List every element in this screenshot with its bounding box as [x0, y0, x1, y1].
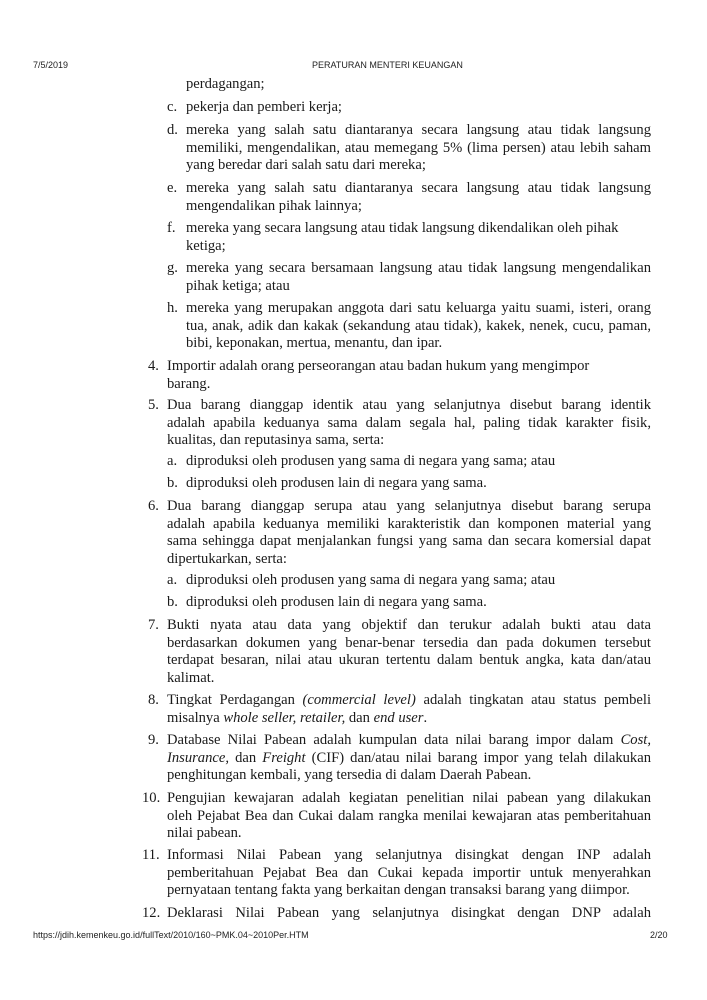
text-segment: adalah tingkatan atau status pembeli: [415, 692, 651, 708]
text-line: [167, 732, 651, 750]
text-line: perdagangan;: [186, 76, 265, 92]
text-line: pemberitahuan Pejabat Bea dan Cukai kepada importir untuk menyerahkan: [167, 864, 651, 881]
text-line: dipertukarkan, serta:: [167, 550, 287, 567]
paragraph-b: [167, 594, 651, 612]
item-label: a.: [167, 453, 178, 469]
text-line: mereka yang salah satu diantaranya secara langsung atau tidak langsung: [186, 122, 651, 138]
item-label: b.: [167, 594, 178, 610]
text-line: mereka yang merupakan anggota dari satu keluarga yaitu suami, isteri, orang: [186, 300, 651, 316]
text-segment: .: [423, 709, 428, 726]
text-line: barang.: [167, 375, 211, 392]
paragraph-g: [167, 260, 651, 295]
paragraph-7: [148, 617, 651, 687]
item-label: d.: [167, 122, 178, 138]
item-label: 7.: [148, 617, 159, 633]
paragraph-c: [167, 99, 651, 117]
item-label: e.: [167, 180, 178, 196]
item-label: 12.: [142, 905, 161, 921]
text-line: mereka yang secara langsung atau tidak langsung dikendalikan oleh pihak: [186, 220, 619, 236]
source-url: https://jdih.kemenkeu.go.id/fullText/2010/160~PMK.04~2010Per.HTM: [33, 930, 309, 940]
text-line: adalah apabila keduanya sama dalam segala hal, paling tidak karakter fisik,: [167, 414, 651, 431]
text-line: diproduksi oleh produsen yang sama di negara yang sama; atau: [186, 572, 556, 588]
italic-term: end user: [373, 709, 424, 726]
item-label: c.: [167, 99, 178, 115]
paragraph-cont: [186, 76, 651, 94]
text-line: penghitungan kembali, yang tersedia di dalam Daerah Pabean.: [167, 767, 532, 784]
text-segment: dan: [345, 709, 374, 726]
text-line: Deklarasi Nilai Pabean yang selanjutnya disingkat dengan DNP adalah: [167, 905, 651, 921]
text-line: ketiga;: [186, 237, 226, 254]
paragraph-9: [148, 732, 651, 785]
text-line: Informasi Nilai Pabean yang selanjutnya disingkat dengan INP adalah: [167, 847, 651, 863]
paragraph-6: [148, 498, 651, 568]
text-segment: misalnya: [167, 709, 224, 726]
item-label: g.: [167, 260, 178, 276]
text-line: [167, 710, 651, 728]
paragraph-8: [148, 692, 651, 727]
text-segment: dan: [229, 749, 263, 766]
text-line: mereka yang salah satu diantaranya secara langsung atau tidak langsung: [186, 180, 651, 196]
text-line: yang beredar dari salah satu dari mereka;: [186, 157, 426, 174]
item-label: h.: [167, 300, 178, 316]
item-label: 11.: [142, 847, 160, 863]
item-label: 8.: [148, 692, 159, 708]
text-line: nilai pabean.: [167, 825, 242, 842]
paragraph-12: [142, 905, 651, 923]
italic-term: whole seller, retailer,: [223, 709, 346, 726]
text-line: pekerja dan pemberi kerja;: [186, 99, 342, 115]
item-label: 10.: [142, 790, 161, 806]
text-line: mereka yang secara bersamaan langsung atau tidak langsung mengendalikan: [186, 260, 651, 276]
text-line: terdapat besaran, nilai atau ukuran tertentu dalam bentuk angka, kata dan/atau: [167, 652, 651, 669]
paragraph-e: [167, 180, 651, 215]
text-line: diproduksi oleh produsen yang sama di negara yang sama; atau: [186, 453, 556, 469]
text-line: berdasarkan dokumen yang benar-benar tersedia dan pada dokumen tersebut: [167, 634, 651, 651]
text-segment: (CIF) dan/atau nilai barang impor yang telah dilakukan: [305, 749, 651, 766]
text-line: [167, 750, 651, 768]
page-number: 2/20: [650, 930, 668, 940]
text-line: Dua barang dianggap serupa atau yang selanjutnya disebut barang serupa: [167, 498, 651, 514]
italic-term: (commercial level): [302, 692, 416, 708]
paragraph-h: [167, 300, 651, 353]
text-segment: Tingkat Perdagangan: [167, 692, 303, 708]
text-line: pernyataan tentang fakta yang berkaitan dengan transaksi barang yang diimpor.: [167, 882, 630, 899]
italic-term: Insurance,: [167, 749, 230, 766]
item-label: 6.: [148, 498, 159, 514]
text-line: Dua barang dianggap identik atau yang selanjutnya disebut barang identik: [167, 397, 651, 413]
item-label: 5.: [148, 397, 159, 413]
text-line: kualitas, dan reputasinya sama, serta:: [167, 432, 385, 449]
paragraph-5: [148, 397, 651, 450]
paragraph-4: [148, 358, 651, 393]
text-line: diproduksi oleh produsen lain di negara yang sama.: [186, 594, 487, 610]
text-line: bibi, keponakan, mertua, menantu, dan ipar.: [186, 335, 443, 352]
text-line: tua, anak, adik dan kakak (sekandung atau tidak), kakek, nenek, cucu, paman,: [186, 317, 651, 334]
paragraph-a: [167, 453, 651, 471]
paragraph-a: [167, 572, 651, 590]
text-line: diproduksi oleh produsen lain di negara yang sama.: [186, 475, 487, 491]
text-segment: Database Nilai Pabean adalah kumpulan data nilai barang impor dalam: [167, 732, 621, 748]
item-label: f.: [167, 220, 176, 236]
italic-term: Cost,: [620, 732, 651, 748]
text-line: kalimat.: [167, 669, 215, 686]
item-label: a.: [167, 572, 178, 588]
text-line: Bukti nyata atau data yang objektif dan terukur adalah bukti atau data: [167, 617, 651, 633]
item-label: b.: [167, 475, 178, 491]
text-line: Pengujian kewajaran adalah kegiatan penelitian nilai pabean yang dilakukan: [167, 790, 651, 806]
text-line: oleh Pejabat Bea dan Cukai dalam rangka menilai kewajaran atas pemberitahuan: [167, 807, 651, 824]
document-title: PERATURAN MENTERI KEUANGAN: [312, 60, 463, 70]
paragraph-b: [167, 475, 651, 493]
paragraph-f: [167, 220, 651, 255]
item-label: 9.: [148, 732, 159, 748]
text-line: memiliki, mengendalikan, atau memegang 5% (lima persen) atau lebih saham: [186, 139, 651, 156]
item-label: 4.: [148, 358, 159, 374]
text-line: mengendalikan pihak lainnya;: [186, 197, 362, 214]
paragraph-d: [167, 122, 651, 175]
text-line: pihak ketiga; atau: [186, 277, 290, 294]
text-line: adalah apabila keduanya memiliki karakteristik dan komponen material yang: [167, 515, 651, 532]
italic-term: Freight: [262, 749, 306, 766]
print-date: 7/5/2019: [33, 60, 69, 70]
text-line: sama sehingga dapat menjalankan fungsi yang sama dan secara komersial dapat: [167, 533, 651, 550]
paragraph-10: [142, 790, 651, 843]
text-line: Importir adalah orang perseorangan atau badan hukum yang mengimpor: [167, 358, 590, 374]
paragraph-11: [142, 847, 651, 900]
text-line: [167, 692, 651, 710]
